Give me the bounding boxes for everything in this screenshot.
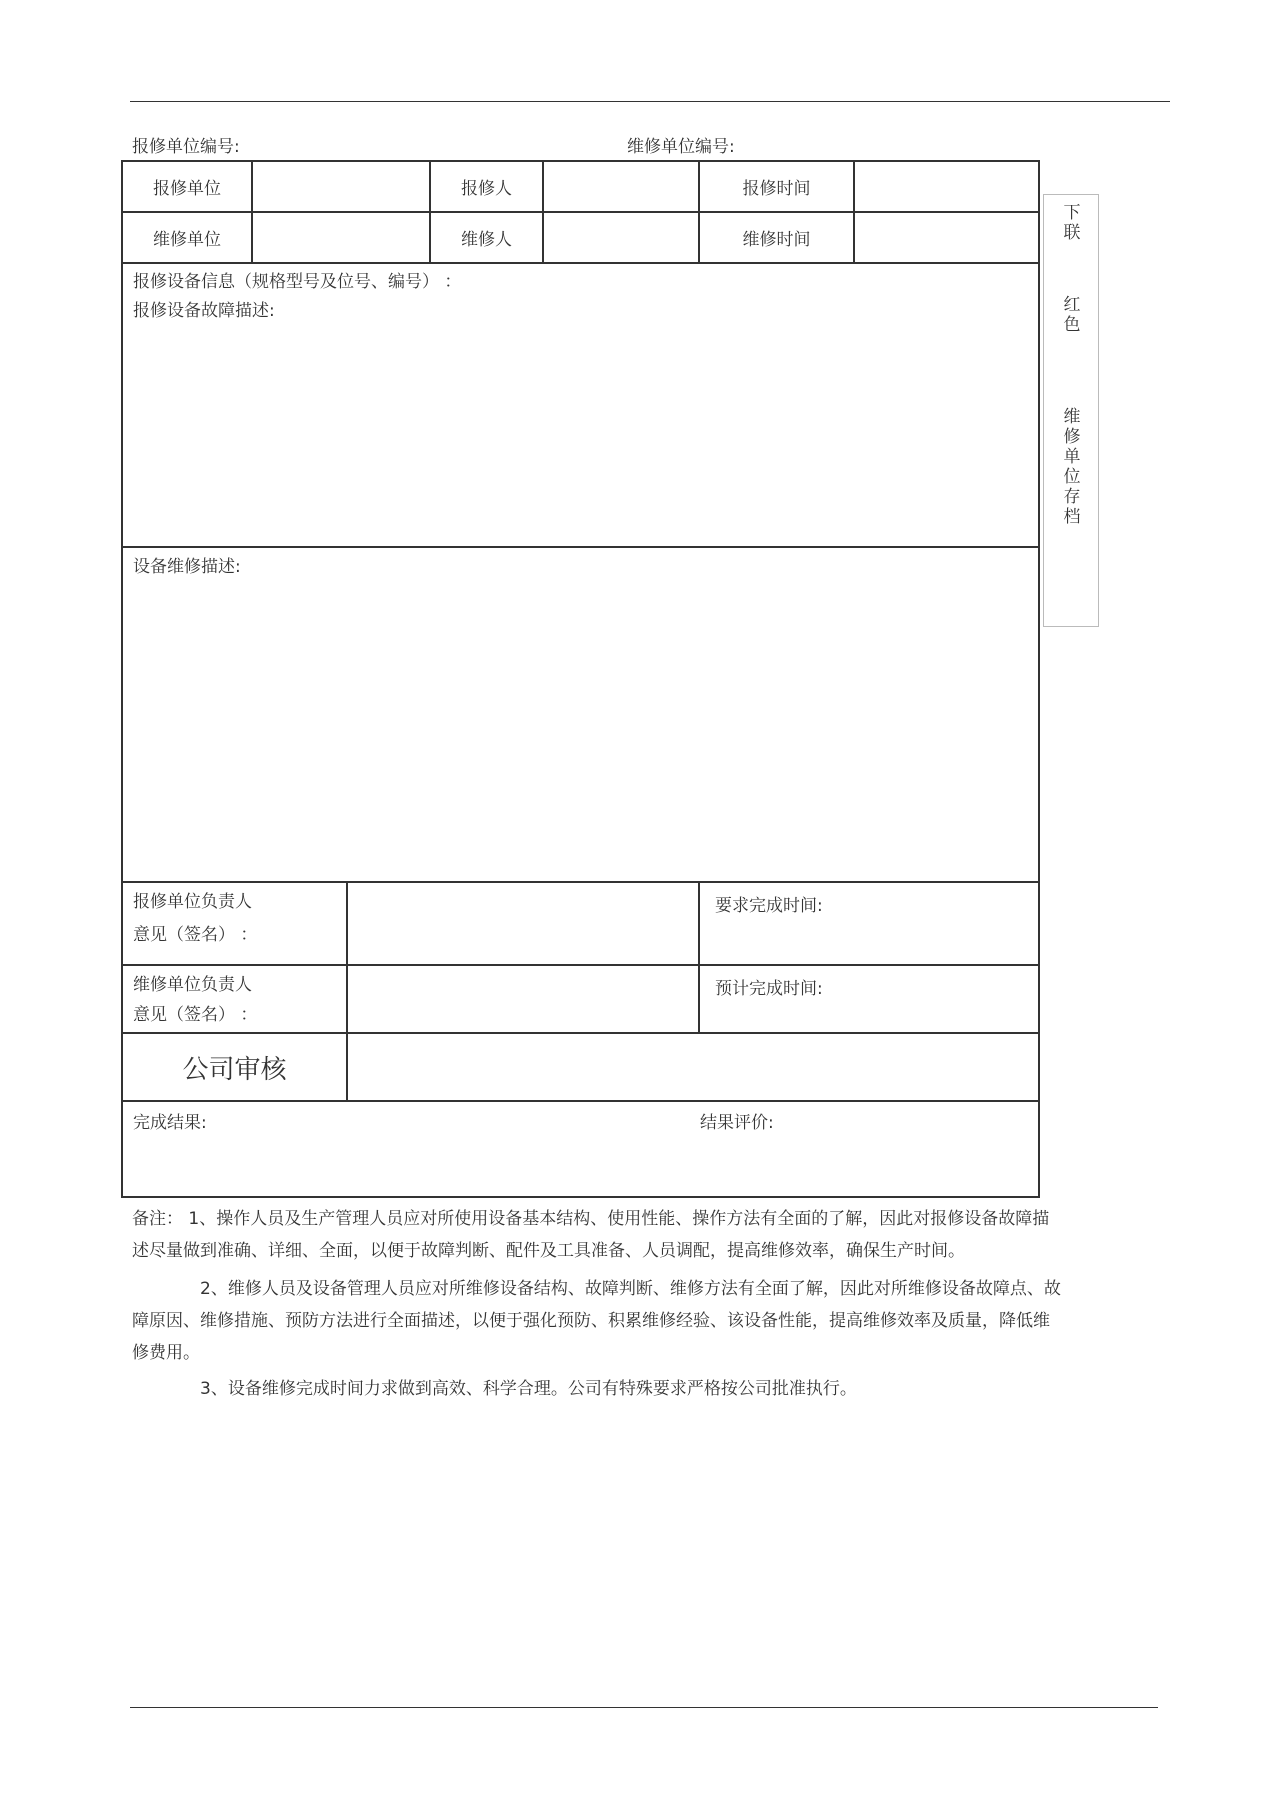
note-3: 3、设备维修完成时间力求做到高效、科学合理。公司有特殊要求严格按公司批准执行。 bbox=[200, 1379, 857, 1399]
required-time-cell[interactable] bbox=[700, 883, 1038, 964]
required-time-label: 要求完成时间: bbox=[715, 896, 823, 916]
reporter-label: 报修人 bbox=[431, 162, 544, 211]
bottom-rule bbox=[130, 1707, 1158, 1708]
equipment-info-label: 报修设备信息（规格型号及位号、编号） ： bbox=[133, 272, 462, 292]
repairer-field[interactable] bbox=[544, 213, 700, 262]
repair-head-label-cell bbox=[123, 966, 348, 1032]
stub-text-red: 红 色 bbox=[1063, 295, 1081, 335]
completion-result-label: 完成结果: bbox=[133, 1113, 207, 1133]
report-head-label-line2: 意见（签名） ： bbox=[133, 925, 258, 945]
note-2: 2、维修人员及设备管理人员应对所维修设备结构、故障判断、维修方法有全面了解，因此对所维修设备故障点、故障原因、维修措施、预防方法进行全面描述，以便于强化预防、积累维修经验、该设备性能，提高维修效率及质量，降低维修费用。 bbox=[132, 1279, 1061, 1363]
repair-unit-field[interactable] bbox=[253, 213, 431, 262]
estimated-time-cell[interactable] bbox=[700, 966, 1038, 1032]
report-time-label: 报修时间 bbox=[700, 162, 855, 211]
copy-stub-label bbox=[1043, 194, 1099, 627]
report-time-field[interactable] bbox=[855, 162, 1038, 211]
repair-row bbox=[123, 213, 1038, 264]
repair-unit-number-label: 维修单位编号: bbox=[627, 137, 735, 157]
repair-time-label: 维修时间 bbox=[700, 213, 855, 262]
stub-text-archive: 维 修 单 位 存 档 bbox=[1063, 407, 1081, 527]
result-row[interactable] bbox=[123, 1102, 1038, 1196]
report-head-row bbox=[123, 883, 1038, 966]
company-review-label: 公司审核 bbox=[123, 1034, 348, 1100]
company-review-row bbox=[123, 1034, 1038, 1102]
repair-time-field[interactable] bbox=[855, 213, 1038, 262]
result-evaluation-label: 结果评价: bbox=[700, 1113, 774, 1133]
fault-description-label: 报修设备故障描述: bbox=[133, 301, 275, 321]
repairer-label: 维修人 bbox=[431, 213, 544, 262]
notes-section bbox=[132, 1203, 1062, 1405]
report-head-label-cell bbox=[123, 883, 348, 964]
repair-head-signature-field[interactable] bbox=[348, 966, 700, 1032]
report-unit-label: 报修单位 bbox=[123, 162, 253, 211]
reporter-field[interactable] bbox=[544, 162, 700, 211]
note-1: 备注： 1、操作人员及生产管理人员应对所使用设备基本结构、使用性能、操作方法有全面的了解，因此对报修设备故障描述尽量做到准确、详细、全面，以便于故障判断、配件及工具准备、人员调配，提高维修效率，确保生产时间。 bbox=[132, 1209, 1050, 1261]
repair-head-label-line2: 意见（签名） ： bbox=[133, 1005, 258, 1025]
report-row bbox=[123, 162, 1038, 213]
repair-unit-label: 维修单位 bbox=[123, 213, 253, 262]
report-head-signature-field[interactable] bbox=[348, 883, 700, 964]
report-head-label-line1: 报修单位负责人 bbox=[133, 892, 252, 912]
repair-head-label-line1: 维修单位负责人 bbox=[133, 975, 252, 995]
repair-description-section[interactable] bbox=[123, 548, 1038, 883]
top-rule bbox=[130, 101, 1170, 102]
repair-form-table bbox=[121, 160, 1040, 1198]
report-unit-field[interactable] bbox=[253, 162, 431, 211]
equipment-section[interactable] bbox=[123, 264, 1038, 548]
company-review-field[interactable] bbox=[348, 1034, 1038, 1100]
estimated-time-label: 预计完成时间: bbox=[715, 979, 823, 999]
repair-description-label: 设备维修描述: bbox=[133, 557, 241, 577]
repair-head-row bbox=[123, 966, 1038, 1034]
stub-text-lower-copy: 下 联 bbox=[1063, 203, 1081, 243]
report-unit-number-label: 报修单位编号: bbox=[132, 137, 240, 157]
